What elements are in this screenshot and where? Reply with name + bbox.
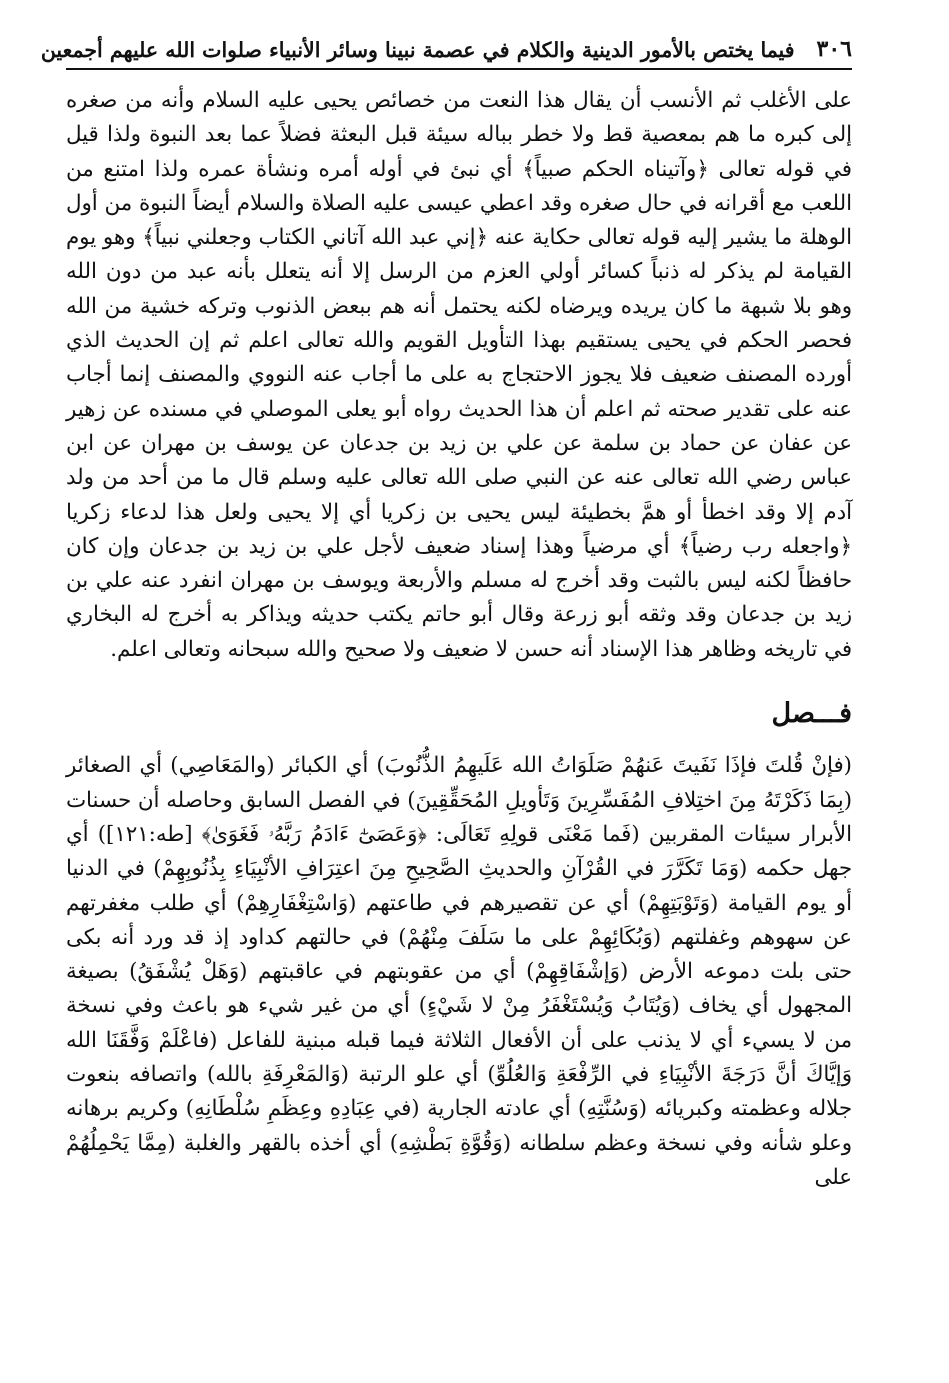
section-heading-label: فـــصل (771, 698, 852, 730)
paragraph-section-text: (فإنْ قُلتَ فإذَا نَفَيتَ عَنهُمْ صَلَوَاتُ الله عَلَيهِمُ الذُّنُوبَ) أي الكبائر (والمَعَاصِي) أي الصغائر (بِمَا ذَكَرْتَهُ مِنَ اختِلافِ المُفَسِّرِينَ وَتَأويلِ المُحَقِّقِينَ) في الفصل السابق وحاصله أن حسنات الأبرار سيئات المقربين (فَما مَعْنَى قولِهِ تَعَالَى: ﴿وَعَصَىٰٓ ءَادَمُ رَبَّهُۥ فَغَوَىٰ﴾ [طه:١٢١]) أي جهل حكمه (وَمَا تَكَرَّرَ في القُرْآنِ والحديثِ الصَّحِيحِ مِنَ اعتِرَافِ الأنْبِيَاءِ بِذُنُوبِهِمْ) في الدنيا أو يوم القيامة (وَتَوْبَتِهِمْ) أي عن تقصيرهم في طاعتهم (وَاسْتِغْفَارِهِمْ) أي طلب مغفرتهم عن سهوهم وغفلتهم (وَبُكَائِهِمْ على ما سَلَفَ مِنْهُمْ) في حالتهم كداود إذ قد ورد أنه بكى حتى بلت دموعه الأرض (وَإشْفَاقِهِمْ) أي من عقوبتهم في عاقبتهم (وَهَلْ يُشْفَقُ) بصيغة المجهول أي يخاف (وَيُتَابُ وَيُسْتَغْفَرُ مِنْ لا شَيْءٍ) أي من غير شيء هو باعث وفي نسخة من لا يسيء أي لا يذنب على أن الأفعال الثلاثة فيما قبله مبنية للفاعل (فاعْلَمْ وَفَّقَنَا الله وَإيَّاكَ أنَّ دَرَجَةَ الأنْبِيَاءِ في الرِّفْعَةِ وَالعُلُوِّ) أي علو الرتبة (وَالمَعْرِفَةِ بالله) واتصافه بنعوت جلاله وعظمته وكبريائه (وَسُنَّتِهِ) أي عادته الجارية (في عِبَادِهِ وعِظَمِ سُلْطَانِهِ) وكريم برهانه وعلو شأنه وفي نسخة وعظم سلطانه (وَقُوَّةِ بَطْشِهِ) أي أخذه بالقهر والغلبة (مِمَّا يَحْمِلُهُمْ على (66, 753, 852, 1190)
book-page (40, 26, 852, 1366)
running-header (40, 26, 852, 70)
running-title: فيما يختص بالأمور الدينية والكلام في عصمة نبينا وسائر الأنبياء صلوات الله عليهم أجمعين (40, 38, 795, 62)
commentary-text (66, 84, 852, 1195)
section-heading (66, 697, 852, 731)
paragraph-commentary: على الأغلب ثم الأنسب أن يقال هذا النعت من خصائص يحيى عليه السلام وأنه من صغره إلى كبره ما هم بمعصية قط ولا خطر بباله سيئة قبل البعثة فضلاً عما بعد النبوة ولذا قيل في قوله تعالى ﴿وآتيناه الحكم صبياً﴾ أي نبئ في أوله أمره ونشأة عمره ولذا امتنع من اللعب مع أقرانه في حال صغره وقد اعطي عيسى عليه الصلاة والسلام أيضاً النبوة من أول الوهلة ما يشير إليه قوله تعالى حكاية عنه ﴿إني عبد الله آتاني الكتاب وجعلني نبياً﴾ وهو يوم القيامة لم يذكر له ذنباً كسائر أولي العزم من الرسل إلا أنه يتعلل بأنه عبد من دون الله وهو بلا شبهة ما كان يريده ويرضاه لكنه يحتمل أنه هم ببعض الذنوب وتركه خشية من الله فحصر الحكم في يحيى يستقيم بهذا التأويل القويم والله تعالى اعلم ثم إن الحديث الذي أورده المصنف ضعيف فلا يجوز الاحتجاج به على ما أجاب عنه النووي والمصنف إنما أجاب عنه على تقدير صحته ثم اعلم أن هذا الحديث رواه أبو يعلى الموصلي في مسنده عن زهير عن عفان عن حماد بن سلمة عن علي بن زيد بن جدعان عن يوسف بن مهران عن ابن عباس رضي الله تعالى عنه عن النبي صلى الله تعالى عليه وسلم قال ما من أحد من ولد آدم إلا وقد اخطأ أو همَّ بخطيئة ليس يحيى بن زكريا أي إلا يحيى ولعل هذا لدعاء زكريا ﴿واجعله رب رضياً﴾ أي مرضياً وهذا إسناد ضعيف لأجل علي بن زيد بن جدعان وإن كان حافظاً لكنه ليس بالثبت وقد أخرج له مسلم والأربعة ويوسف بن مهران انفرد عنه علي بن زيد بن جدعان وقد وثقه أبو زرعة وقال أبو حاتم يكتب حديثه ويذاكر به أخرج له البخاري في تاريخه وظاهر هذا الإسناد أنه حسن لا ضعيف ولا صحيح والله سبحانه وتعالى اعلم. (66, 88, 852, 662)
page-number: ٣٠٦ (816, 36, 852, 62)
